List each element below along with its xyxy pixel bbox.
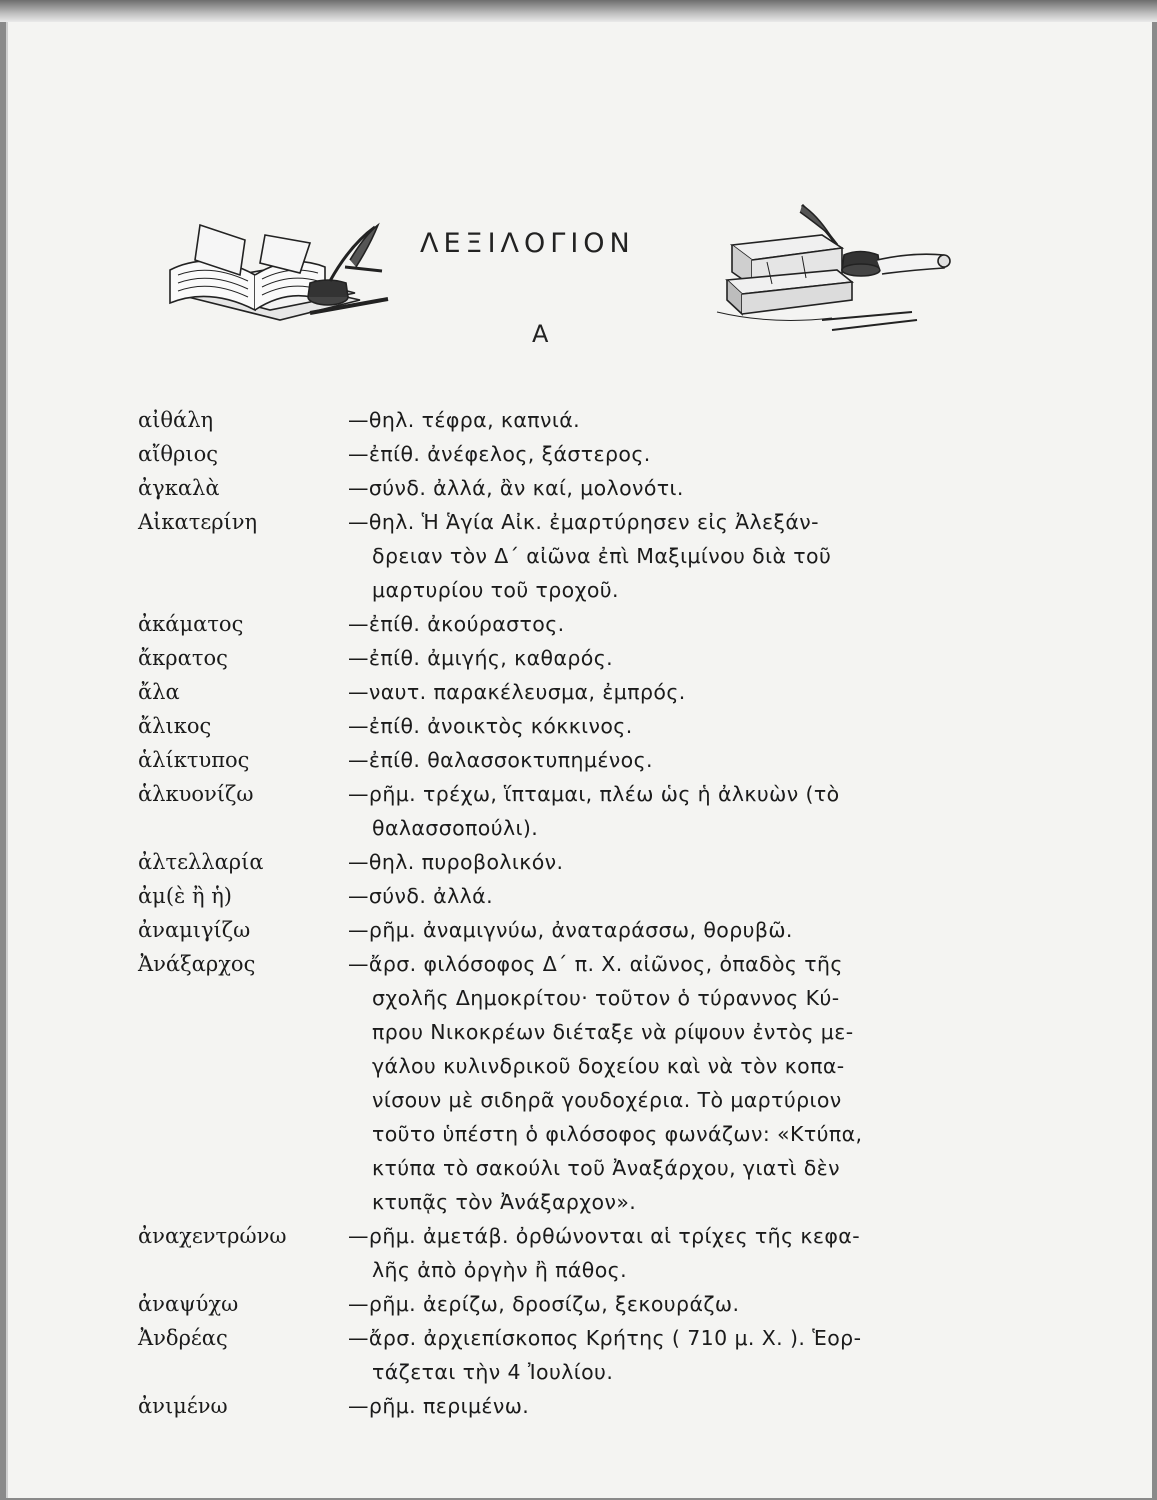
definition-line: —ρῆμ. ἀναμιγνύω, ἀναταράσσω, θορυβῶ. [348, 918, 793, 942]
glossary-entry [130, 607, 990, 641]
entry-term: Ἀνάξαρχος [138, 952, 256, 976]
entry-definition [348, 879, 990, 913]
entry-definition [348, 471, 990, 505]
definition-line: —ρῆμ. περιμένω. [348, 1394, 530, 1418]
entry-term: ἁλίκτυπος [138, 748, 250, 772]
entry-term: ἀλτελλαρία [138, 850, 264, 874]
glossary-entry [130, 437, 990, 471]
scan-top-edge [0, 0, 1157, 22]
definition-line: —ρῆμ. τρέχω, ἵπταμαι, πλέω ὡς ἡ ἀλκυὼν (τὸ [348, 782, 840, 806]
glossary-entry [130, 709, 990, 743]
definition-line: κτύπα τὸ σακούλι τοῦ Ἀναξάρχου, γιατὶ δὲν [372, 1156, 840, 1180]
glossary-entry [130, 947, 990, 1219]
glossary-entry [130, 641, 990, 675]
entry-term: ἀναμιγίζω [138, 918, 251, 942]
definition-line: λῆς ἀπὸ ὀργὴν ἢ πάθος. [372, 1258, 628, 1282]
entry-definition [348, 675, 990, 709]
entry-definition [348, 1219, 990, 1287]
definition-line: κτυπᾷς τὸν Ἀνάξαρχον». [372, 1190, 637, 1214]
entry-definition [348, 1287, 990, 1321]
entry-definition [348, 845, 990, 879]
definition-line: —θηλ. τέφρα, καπνιά. [348, 408, 581, 432]
definition-line: τοῦτο ὑπέστη ὁ φιλόσοφος φωνάζων: «Κτύπα, [372, 1122, 863, 1146]
glossary-entry [130, 1287, 990, 1321]
definition-line: —ἐπίθ. ἀνέφελος, ξάστερος. [348, 442, 651, 466]
definition-line: νίσουν μὲ σιδηρᾶ γουδοχέρια. Τὸ μαρτύριον [372, 1088, 842, 1112]
glossary-entry [130, 777, 990, 845]
definition-line: γάλου κυλινδρικοῦ δοχείου καὶ νὰ τὸν κοπα- [372, 1054, 845, 1078]
entry-term: Αἰκατερίνη [138, 510, 258, 534]
entry-term: ἄλα [138, 680, 180, 704]
glossary-entry [130, 879, 990, 913]
entry-definition [348, 505, 990, 607]
entry-definition [348, 777, 990, 845]
glossary-entry [130, 743, 990, 777]
stacked-books-illustration-right [712, 200, 962, 340]
definition-line: —ἄρσ. ἀρχιεπίσκοπος Κρήτης ( 710 μ. Χ. ). Ἑορ- [348, 1326, 862, 1350]
entry-definition [348, 607, 990, 641]
section-letter: Α [532, 320, 549, 348]
definition-line: —ναυτ. παρακέλευσμα, ἐμπρός. [348, 680, 686, 704]
glossary-entry [130, 505, 990, 607]
entry-term: Ἀνδρέας [138, 1326, 228, 1350]
entry-definition [348, 913, 990, 947]
definition-line: πρου Νικοκρέων διέταξε νὰ ρίψουν ἐντὸς με- [372, 1020, 854, 1044]
entry-definition [348, 947, 990, 1219]
definition-line: —θηλ. Ἡ Ἁγία Αἰκ. ἐμαρτύρησεν εἰς Ἀλεξάν- [348, 510, 819, 534]
entry-term: αἴθριος [138, 442, 219, 466]
entry-definition [348, 641, 990, 675]
entry-definition [348, 709, 990, 743]
glossary-entries [130, 403, 990, 1423]
definition-line: —σύνδ. ἀλλά. [348, 884, 493, 908]
entry-term: ἀκάματος [138, 612, 244, 636]
glossary-entry [130, 1219, 990, 1287]
entry-definition [348, 437, 990, 471]
entry-term: ἀναψύχω [138, 1292, 239, 1316]
definition-line: —ἐπίθ. ἀνοικτὸς κόκκινος. [348, 714, 633, 738]
entry-definition [348, 1321, 990, 1389]
entry-term: ἁλκυονίζω [138, 782, 254, 806]
definition-line: τάζεται τὴν 4 Ἰουλίου. [372, 1360, 614, 1384]
definition-line: —σύνδ. ἀλλά, ἂν καί, μολονότι. [348, 476, 684, 500]
entry-term: ἄλικος [138, 714, 212, 738]
definition-line: μαρτυρίου τοῦ τροχοῦ. [372, 578, 619, 602]
glossary-entry [130, 845, 990, 879]
entry-term: ἀνιμένω [138, 1394, 228, 1418]
glossary-entry [130, 1389, 990, 1423]
definition-line: θαλασσοπούλι). [372, 816, 539, 840]
books-and-quill-illustration-left [160, 215, 400, 335]
definition-line: —ἐπίθ. ἀμιγής, καθαρός. [348, 646, 614, 670]
entry-definition [348, 1389, 990, 1423]
entry-term: ἀναχεντρώνω [138, 1224, 287, 1248]
definition-line: δρειαν τὸν Δ΄ αἰῶνα ἐπὶ Μαξιμίνου διὰ τοῦ [372, 544, 832, 568]
definition-line: —θηλ. πυροβολικόν. [348, 850, 564, 874]
definition-line: —ρῆμ. ἀερίζω, δροσίζω, ξεκουράζω. [348, 1292, 740, 1316]
glossary-entry [130, 675, 990, 709]
glossary-entry [130, 913, 990, 947]
definition-line: —ἐπίθ. ἀκούραστος. [348, 612, 565, 636]
entry-term: ἀγκαλὰ [138, 476, 220, 500]
page-title: ΛΕΞΙΛΟΓΙΟΝ [420, 228, 635, 259]
entry-term: ἄκρατος [138, 646, 228, 670]
definition-line: σχολῆς Δημοκρίτου· τοῦτον ὁ τύραννος Κύ- [372, 986, 840, 1010]
entry-term: αἰθάλη [138, 408, 214, 432]
definition-line: —ἐπίθ. θαλασσοκτυπημένος. [348, 748, 653, 772]
entry-term: ἀμ(ὲ ἢ ἡ) [138, 884, 232, 908]
entry-definition [348, 743, 990, 777]
definition-line: —ρῆμ. ἀμετάβ. ὀρθώνονται αἱ τρίχες τῆς κεφα- [348, 1224, 861, 1248]
definition-line: —ἄρσ. φιλόσοφος Δ΄ π. Χ. αἰῶνος, ὀπαδὸς τῆς [348, 952, 843, 976]
entry-definition [348, 403, 990, 437]
glossary-entry [130, 471, 990, 505]
glossary-entry [130, 1321, 990, 1389]
glossary-entry [130, 403, 990, 437]
